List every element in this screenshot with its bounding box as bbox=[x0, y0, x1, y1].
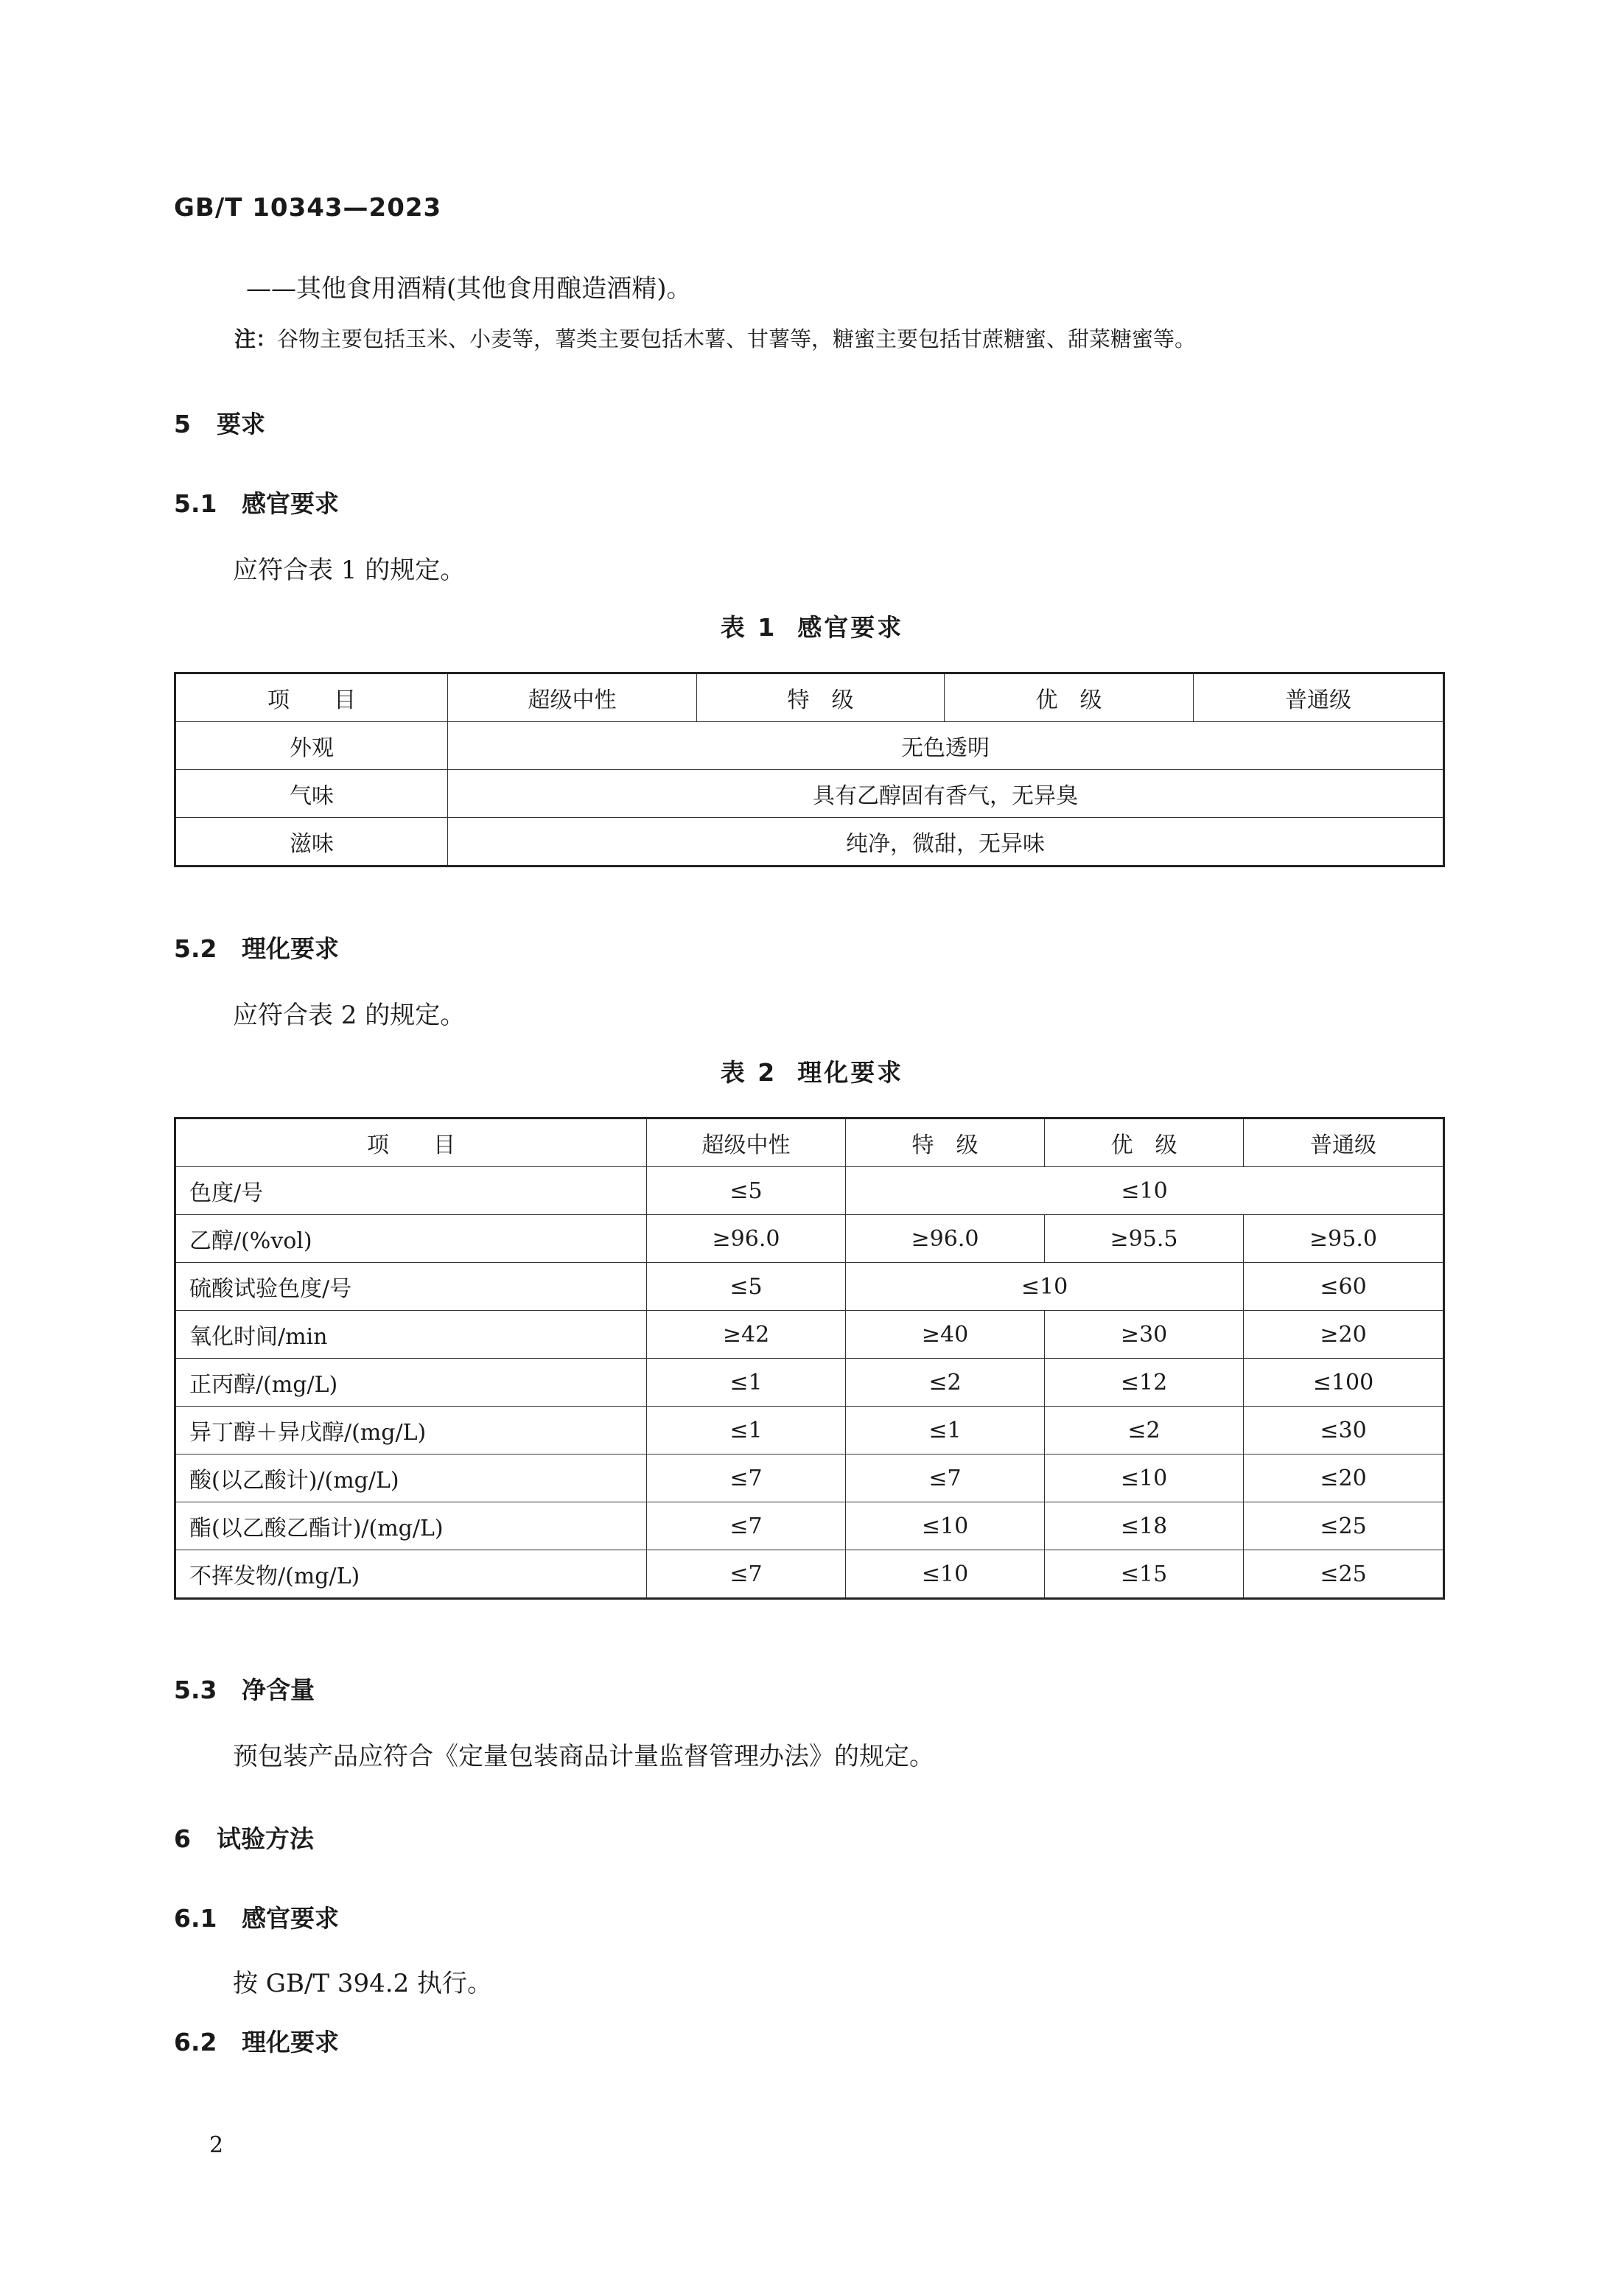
cell: ≥95.0 bbox=[1244, 1215, 1444, 1263]
cell: ≤60 bbox=[1244, 1263, 1444, 1311]
section-6-2-heading: 6.2 理化要求 bbox=[174, 2028, 339, 2056]
cell: ≥20 bbox=[1244, 1311, 1444, 1359]
section-5-3-heading: 5.3 净含量 bbox=[174, 1676, 315, 1704]
note bbox=[234, 323, 1196, 353]
section-5-2-body: 应符合表 2 的规定。 bbox=[233, 1001, 466, 1030]
cell: ≤1 bbox=[846, 1407, 1045, 1454]
cell: ≥42 bbox=[647, 1311, 846, 1359]
cell: ≤10 bbox=[846, 1502, 1045, 1550]
cell: ≤7 bbox=[846, 1454, 1045, 1502]
table-1-header-row bbox=[175, 673, 1444, 722]
row-item: 滋味 bbox=[175, 818, 448, 867]
section-5-3-body: 预包装产品应符合《定量包装商品计量监督管理办法》的规定。 bbox=[233, 1742, 934, 1771]
table-row bbox=[175, 722, 1444, 770]
row-item: 气味 bbox=[175, 770, 448, 818]
table-1 bbox=[174, 672, 1445, 867]
cell: ≤25 bbox=[1244, 1502, 1444, 1550]
row-item: 酯(以乙酸乙酯计)/(mg/L) bbox=[175, 1502, 647, 1550]
note-text: 谷物主要包括玉米、小麦等，薯类主要包括木薯、甘薯等，糖蜜主要包括甘蔗糖蜜、甜菜糖蜜等。 bbox=[277, 326, 1197, 351]
row-item: 硫酸试验色度/号 bbox=[175, 1263, 647, 1311]
table-header-cell: 特 级 bbox=[846, 1119, 1045, 1167]
cell: ≥30 bbox=[1045, 1311, 1244, 1359]
row-item: 不挥发物/(mg/L) bbox=[175, 1550, 647, 1599]
table-row bbox=[175, 1167, 1444, 1215]
table-header-cell: 特 级 bbox=[697, 673, 945, 722]
cell: ≤10 bbox=[1045, 1454, 1244, 1502]
merged-cell: ≤10 bbox=[846, 1167, 1444, 1215]
table-row bbox=[175, 1454, 1444, 1502]
cell: ≤25 bbox=[1244, 1550, 1444, 1599]
cell: ≤18 bbox=[1045, 1502, 1244, 1550]
cell: ≤5 bbox=[647, 1263, 846, 1311]
section-6-heading: 6 试验方法 bbox=[174, 1824, 314, 1853]
table-header-cell: 项 目 bbox=[175, 673, 448, 722]
cell: ≤7 bbox=[647, 1502, 846, 1550]
table-row bbox=[175, 1311, 1444, 1359]
table-header-cell: 项 目 bbox=[175, 1119, 647, 1167]
cell: ≤7 bbox=[647, 1454, 846, 1502]
row-value: 无色透明 bbox=[448, 722, 1444, 770]
table-row bbox=[175, 1550, 1444, 1599]
table-1-title: 表 1 感官要求 bbox=[720, 613, 904, 642]
cell: ≤15 bbox=[1045, 1550, 1244, 1599]
note-label: 注： bbox=[234, 326, 278, 351]
row-value: 纯净，微甜，无异味 bbox=[448, 818, 1444, 867]
cell: ≤7 bbox=[647, 1550, 846, 1599]
cell: ≥96.0 bbox=[846, 1215, 1045, 1263]
section-6-1-body: 按 GB/T 394.2 执行。 bbox=[233, 1969, 493, 1998]
section-5-1-heading: 5.1 感官要求 bbox=[174, 489, 339, 518]
cell: ≥40 bbox=[846, 1311, 1045, 1359]
cell: ≤20 bbox=[1244, 1454, 1444, 1502]
table-row bbox=[175, 818, 1444, 867]
table-header-cell: 普通级 bbox=[1244, 1119, 1444, 1167]
cell: ≤12 bbox=[1045, 1359, 1244, 1407]
table-row bbox=[175, 1263, 1444, 1311]
standard-number: GB/T 10343—2023 bbox=[174, 193, 442, 223]
section-5-1-body: 应符合表 1 的规定。 bbox=[233, 556, 466, 585]
table-header-cell: 超级中性 bbox=[647, 1119, 846, 1167]
table-2 bbox=[174, 1117, 1445, 1600]
row-value: 具有乙醇固有香气，无异臭 bbox=[448, 770, 1444, 818]
table-row bbox=[175, 770, 1444, 818]
section-6-1-heading: 6.1 感官要求 bbox=[174, 1904, 339, 1933]
table-row bbox=[175, 1407, 1444, 1454]
section-5-2-heading: 5.2 理化要求 bbox=[174, 934, 339, 963]
table-header-cell: 超级中性 bbox=[448, 673, 697, 722]
table-header-cell: 普通级 bbox=[1194, 673, 1444, 722]
cell: ≥95.5 bbox=[1045, 1215, 1244, 1263]
row-item: 氧化时间/min bbox=[175, 1311, 647, 1359]
row-item: 酸(以乙酸计)/(mg/L) bbox=[175, 1454, 647, 1502]
cell: ≥96.0 bbox=[647, 1215, 846, 1263]
cell: ≤5 bbox=[647, 1167, 846, 1215]
table-2-title: 表 2 理化要求 bbox=[720, 1058, 904, 1087]
table-2-header-row bbox=[175, 1119, 1444, 1167]
cell: ≤100 bbox=[1244, 1359, 1444, 1407]
cell: ≤1 bbox=[647, 1359, 846, 1407]
dash-list-item: ——其他食用酒精(其他食用酿造酒精)。 bbox=[246, 274, 692, 304]
table-row bbox=[175, 1359, 1444, 1407]
merged-cell: ≤10 bbox=[846, 1263, 1244, 1311]
section-5-heading: 5 要求 bbox=[174, 410, 265, 438]
page-number: 2 bbox=[209, 2132, 224, 2158]
cell: ≤2 bbox=[846, 1359, 1045, 1407]
row-item: 乙醇/(%vol) bbox=[175, 1215, 647, 1263]
row-item: 色度/号 bbox=[175, 1167, 647, 1215]
cell: ≤30 bbox=[1244, 1407, 1444, 1454]
row-item: 异丁醇＋异戊醇/(mg/L) bbox=[175, 1407, 647, 1454]
cell: ≤2 bbox=[1045, 1407, 1244, 1454]
row-item: 外观 bbox=[175, 722, 448, 770]
table-row bbox=[175, 1502, 1444, 1550]
table-header-cell: 优 级 bbox=[945, 673, 1194, 722]
row-item: 正丙醇/(mg/L) bbox=[175, 1359, 647, 1407]
table-header-cell: 优 级 bbox=[1045, 1119, 1244, 1167]
cell: ≤1 bbox=[647, 1407, 846, 1454]
cell: ≤10 bbox=[846, 1550, 1045, 1599]
table-row bbox=[175, 1215, 1444, 1263]
